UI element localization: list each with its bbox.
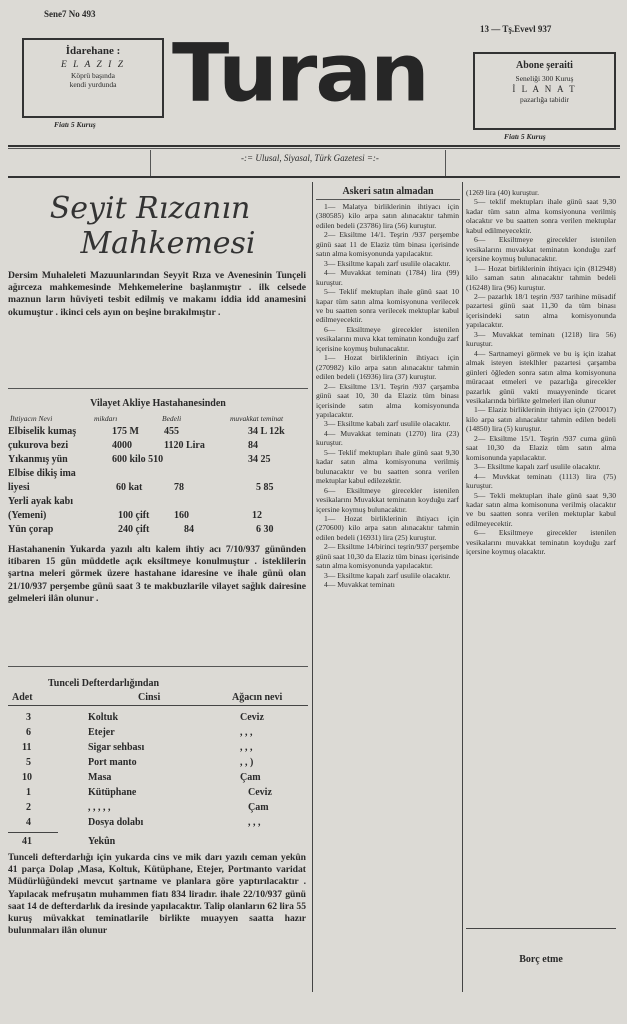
- ad2-header-wood: Ağacın nevi: [232, 692, 283, 703]
- right-paragraph: 3— Muvakkat teminatı (1218) lira 56) kuruştur.: [466, 329, 616, 349]
- mid-paragraph: 6— Eksiltmeye girecekler istenilen vesikalarını muva kkat teminatın konduğu zarf içerisine koymuş bulunacaktır.: [316, 324, 459, 353]
- price-left: Fiatı 5 Kuruş: [54, 120, 96, 129]
- ad2-total-count: 41: [22, 836, 32, 847]
- ad1-header-deposit: muvakkat teminat: [230, 414, 284, 423]
- column-divider-2: [462, 182, 463, 992]
- ad2-body: Tunceli defterdarlığı için yukarda cins ve mik darı yazılı ceman yekûn 41 parça Dolap ,Masa, Koltuk, Kütüphane, Etejer, Portmanto varidat Müdürlüğündeki mevcut şartname ve planlara göre yaptırılacaktır . Yapılacak mefruşatın muhammen fiatı 834 liradır. ihale 22/10/937 günü saat 14 de defterdarlık da iresinde yapılacaktır. Talip olanların 62 lira 55 kuruş müvakkat teminatlarile birlikte muayyen saatta hazır bulunmaları ilân olunur: [8, 852, 306, 937]
- right-paragraph: (1269 lira (40) kuruştur.: [466, 188, 539, 197]
- issue-number: Sene7 No 493: [44, 9, 96, 19]
- mid-paragraph: 3— Eksiltme kabalı zarf usulile olacaktır.: [324, 419, 451, 429]
- right-paragraph: 5— Tekli mektupları ihale günü saat 9,30 kadar satın alma komisonuna verilmiş olacaktır ve bu saatten sonra verilen mektuplar kabul edilmeyecektir.: [466, 490, 616, 528]
- ad2-table-header: [8, 692, 308, 704]
- office-heading: İdarehane :: [65, 45, 121, 57]
- right-paragraph: 3— Eksiltme kapalı zarf usulile olacaktır.: [474, 462, 601, 472]
- mid-paragraph: 1— Malatya birliklerinin ihtiyacı için (380585) kilo arpa satın alınacaktır tahmin edilen bedeli (23786) lira (56) kuruştur.: [316, 202, 459, 230]
- office-city: E L A Z I Z: [61, 60, 125, 70]
- ad1-table-header: [8, 414, 308, 424]
- ad1-header-qty: mikdarı: [94, 414, 118, 423]
- mid-paragraph: 1— Hozat birliklerinin ihtiyacı için (270982) kilo arpa satın alınacaktır tahmin edilen bedeli (16936) lira (37) kuruştur.: [316, 353, 459, 382]
- ad2-total-label: Yekûn: [88, 836, 116, 847]
- right-paragraph: 6— Eksiltmeye girecekler istenilen vesikalarını muvakkat teminatın koyduğu zarf içersine koymuş olacaktır.: [466, 528, 616, 557]
- section-rule-1: [8, 388, 308, 389]
- right-paragraph: 4— Muvkkat teminatı (1113) lira (75) kuruştur.: [466, 471, 616, 491]
- article-headline-1: Seyit Rızanın: [49, 191, 251, 226]
- ad1-header-price: Bedeli: [162, 414, 182, 423]
- mid-paragraph: 2— Eksiltme 14/birinci teşrin/937 perşembe günü saat 10,30 da Elaziz tüm binası içerisinde satın alma komisyonunda yapılacaktır.: [316, 542, 459, 571]
- ad1-table: Elbiselik kumaş 175 M 455 34 L 12k çukurova bezi 4000 1120 Lira 84 Yıkanmış yün 600 kilo 510 34 25 Elbise dikiş ima liyesi 60 kat 78 5 85 Yerli ayak kabı (Yemeni) 100 çift 160 12 Yün çorap 240 çift 84 6 30: [8, 426, 285, 535]
- mid-paragraph: 2— Eksiltme 13/1. Teşrin /937 çarşamba günü saat 10, 30 da Elaziz tüm binası içerisinde satın alma komisyonunda yapılacaktır.: [316, 381, 459, 419]
- office-box: [22, 38, 164, 118]
- right-paragraph: 2— Eksiltme 15/1. Teşrin /937 cuma günü saat 10,30 da Elaziz tüm satın alma komisonunda yapılacaktır.: [466, 433, 616, 462]
- mid-paragraph: 6— Eksiltmeye girecekler istenilen vesikalarını Muvakkat teminatın koyduğu zarf içersine koymuş bulunacaktır.: [316, 485, 459, 514]
- mid-paragraph: 4— Muvakkat teminatı (1784) lira (99) kuruştur.: [316, 268, 459, 287]
- right-footer-rule: [466, 928, 616, 929]
- ad1-title: Vilayet Akliye Hastahanesinden: [90, 398, 226, 409]
- right-paragraph: 5— teklif mektupları ihale günü saat 9,30 kadar tüm satın alma komsiyonuna verilmiş olacaktır ve bu saatten sonra verilen mektuplar kabul edilmeyecektir.: [466, 197, 616, 235]
- ad2-header-rule: [8, 705, 308, 706]
- subtitle-divider-right: [445, 150, 446, 176]
- mid-paragraph: 3— Eksiltme kapalı zarf usulile olacaktır.: [324, 258, 451, 268]
- subtitle-divider-left: [150, 150, 151, 176]
- price-right: Fiatı 5 Kuruş: [504, 132, 546, 141]
- newspaper-logo: Turan: [172, 26, 428, 120]
- mid-paragraph: 5— Teklif mektupları ihale günü saat 10 kapar tüm satın alma komisyonuna verilecek ve bu saatten sonra verilecek mektuplar kabul edilmeyecektir.: [316, 287, 459, 325]
- ad1-body: Hastahanenin Yukarda yazılı altı kalem ihtiy acı 7/10/937 gününden itibaren 15 gün müddetle açık eksiltmeye konulmuştur . isteklilerin şartna meleri görmek üzere hastahane idaresine ve ihale günü olan 21/10/937 perşembe günü saat 3 te makbuzlarile vilayet sağlık dairesine gelmeleri ilân olunur .: [8, 544, 306, 604]
- right-paragraph: 2— pazarlık 18/1 teşrin /937 tarihine müsadif pazartesi günü saat 11,30 da tüm binası içerisindeki satın alma komisyonunda yapılacaktır.: [466, 291, 616, 330]
- subscription-price: Seneliği 300 Kuruş: [515, 74, 574, 83]
- column-divider-1: [312, 182, 313, 992]
- office-address-2: kendi yurdunda: [69, 80, 117, 90]
- mid-column-text: [316, 202, 459, 994]
- masthead-rule-top-2: [8, 148, 620, 149]
- right-column-footer: Borç etme: [519, 954, 563, 965]
- masthead-rule-top: [8, 145, 620, 147]
- mid-paragraph: 3— Eksiltme kapalı zarf usulile olacaktır.: [324, 570, 451, 580]
- ad2-table: 3 Koltuk Ceviz 6 Etejer , , , 11 Sigar sehbası , , , 5 Port manto , , ) 10 Masa Çam 1 Kütüphane Ceviz 2 , , , , , Çam 4 Dosya dolabı , , ,: [22, 712, 272, 828]
- mid-paragraph: 5— Teklif mektupları ihale günü saat 9,30 kadar satın alma komisyonuna verilmiş bulunacaktır ve bu saatten sonra verilen mektuplar kabul edilezektir.: [316, 447, 459, 486]
- right-paragraph: 1— Elaziz birliklerinin ihtiyacı için (270017) kilo arpa satın alınacaktır tahmin edilen bedeli (14850) lira (5) kuruştur.: [466, 405, 616, 434]
- article-headline-2: Mahkemesi: [80, 226, 256, 261]
- masthead-rule-bottom: [8, 176, 620, 178]
- subscription-box: [473, 52, 616, 130]
- mid-paragraph: 2— Eksiltme 14/1. Teşrin /937 perşembe günü saat 11 de Elaziz tüm binası içerisinde satın alma komisyonunda yapılacaktır.: [316, 230, 459, 259]
- mid-title-rule: [316, 199, 460, 200]
- ad1-header-type: İhtiyacın Nevi: [10, 414, 53, 423]
- ad2-header-count: Adet: [12, 692, 33, 703]
- ad2-title: Tunceli Defterdarlığından: [48, 678, 160, 689]
- right-paragraph: 4— Sartnameyi görmek ve bu iş için izahat almak isteyen isteklhler pazartesi çarşamba günleri öğleden sonra satın alma komisyonuna müracaat etmeleri ve pazarlığa girecekler pazarlık günü vakti muayyeninde ticaret vesikalarında birlikte gelmeleri ilan olunur: [466, 348, 616, 405]
- issue-date: 13 — Tş.Evevl 937: [480, 24, 552, 34]
- mid-column-title: Askeri satın almadan: [342, 186, 434, 197]
- mid-paragraph: 4— Muvakkat teminatı (1270) lira (23) kuruştur.: [316, 428, 459, 448]
- mid-paragraph: 4— Muvakkat teminatı: [324, 580, 395, 590]
- office-address-1: Köprü başında: [71, 71, 115, 80]
- mid-paragraph: 1— Hozat birliklerinin ihtiyacı için (270600) kilo arpa satın alınacaktır tahmin edilen bedeli (16931) lira (25) kuruştur.: [316, 513, 459, 542]
- subscription-heading: Abone şeraiti: [516, 60, 573, 71]
- article-body: Dersim Muhaleleti Mazuunlarından Seyyit Rıza ve Avenesinin Tunçeli ağırceza mahkemesinde Mehkemelerine başlanmıştır . ilk celsede maznun ların hüviyeti tesbit edilmiş ve makamı iddia idd anamesini okumuştur . ikinci cels ayın on beşine bırakılmıştır .: [8, 270, 306, 318]
- ads-terms: pazarlığa tabidir: [520, 95, 569, 105]
- right-paragraph: 6— Eksiltmeye girecekler istenilen vesikalarını muvakkat teminatın konduğu zarf içersine koymuş bulunacaktır.: [466, 235, 616, 264]
- section-rule-2: [8, 666, 308, 667]
- right-paragraph: 1— Hozat birliklerinin ihtiyacı için (812948) kilo saman satın alınacaktır tahmin bedeli (16248) lira (96) kuruştur.: [466, 263, 616, 292]
- ads-heading: İ L A N A T: [512, 84, 577, 95]
- ad2-total-rule: [8, 832, 58, 833]
- ad2-header-type: Cinsi: [138, 692, 161, 703]
- newspaper-subtitle: -:= Ulusal, Siyasal, Türk Gazetesi =:-: [241, 153, 379, 163]
- right-column-text: [466, 188, 616, 923]
